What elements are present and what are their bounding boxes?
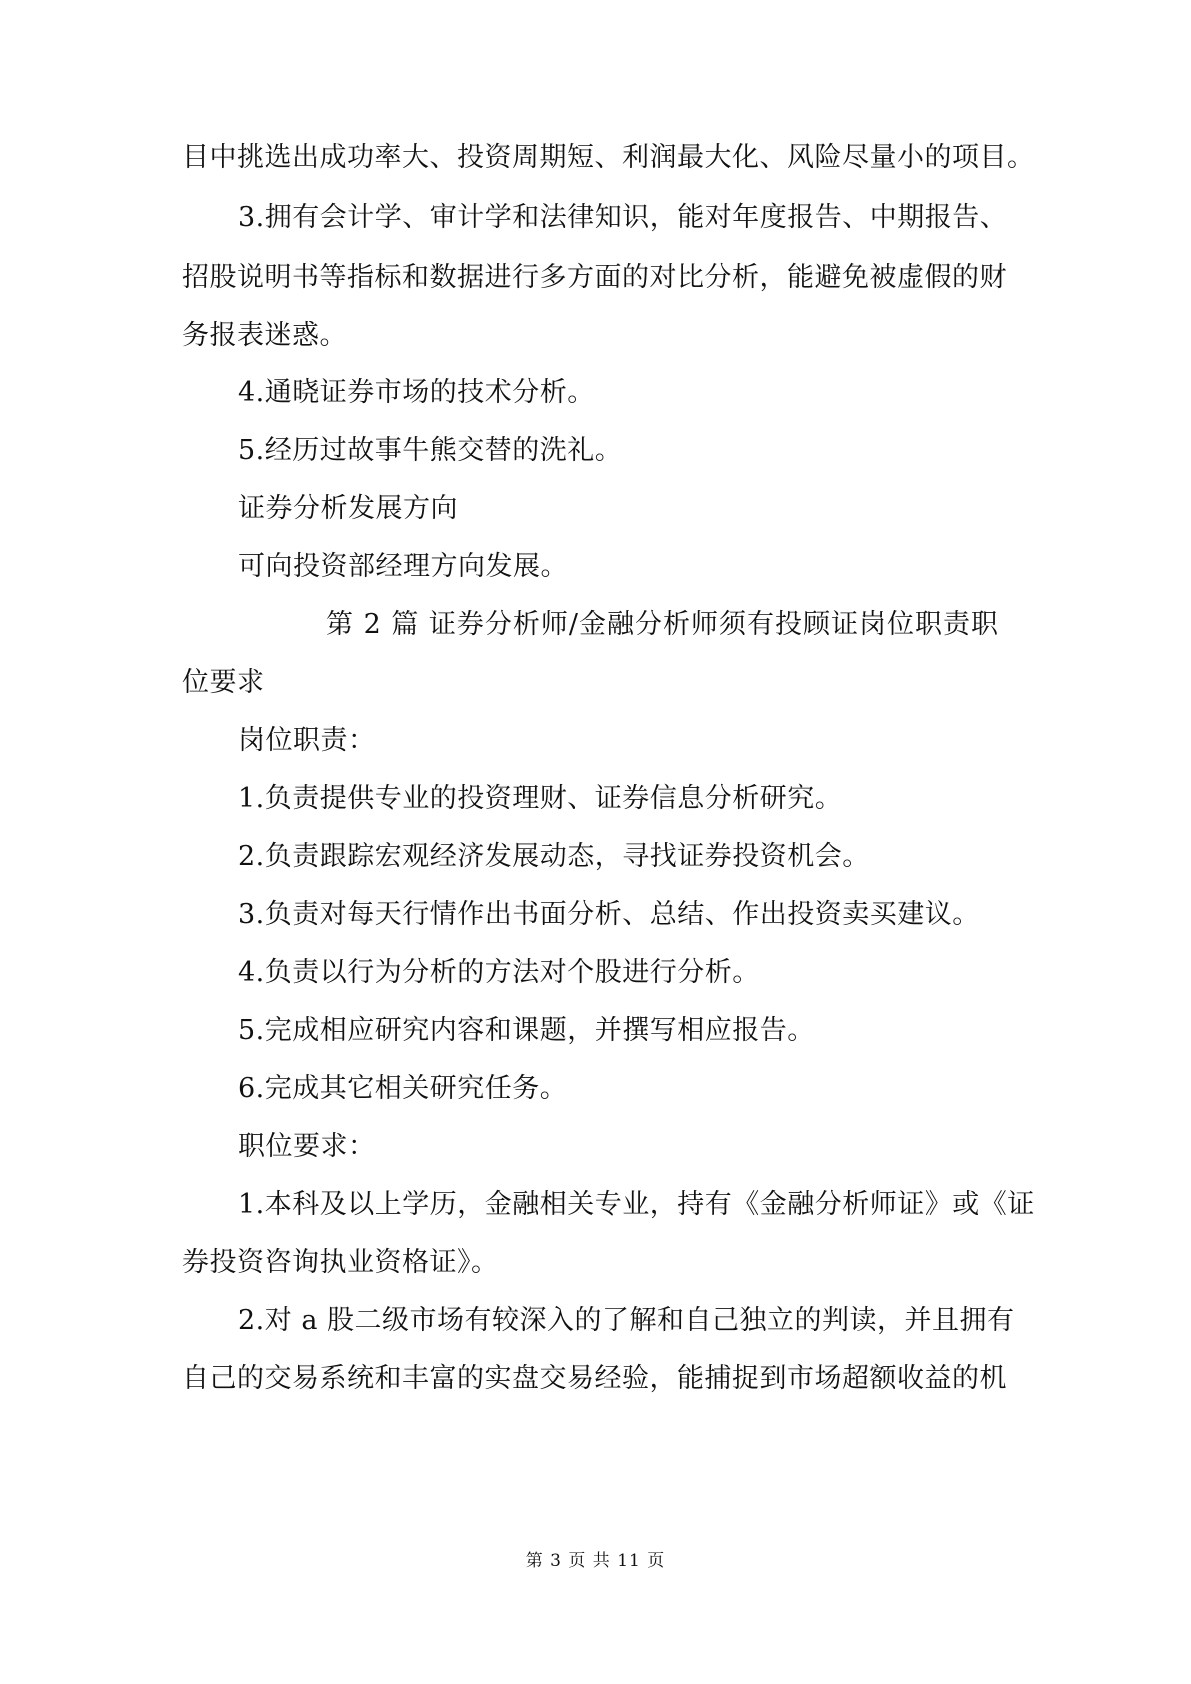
paragraph-line: 务报表迷惑。 (182, 320, 347, 351)
list-item: 3.负责对每天行情作出书面分析、总结、作出投资卖买建议。 (238, 899, 980, 930)
list-item: 2.负责跟踪宏观经济发展动态，寻找证券投资机会。 (238, 841, 870, 872)
section-title: 岗位职责： (238, 725, 376, 756)
list-item-continued: 自己的交易系统和丰富的实盘交易经验，能捕捉到市场超额收益的机 (182, 1363, 1007, 1394)
section-title: 职位要求： (238, 1131, 376, 1162)
list-item: 5.完成相应研究内容和课题，并撰写相应报告。 (238, 1015, 815, 1046)
list-item: 2.对 a 股二级市场有较深入的了解和自己独立的判读，并且拥有 (238, 1305, 1015, 1336)
chapter-heading-continued: 位要求 (182, 667, 265, 698)
paragraph-line: 3.拥有会计学、审计学和法律知识，能对年度报告、中期报告、 (238, 202, 1008, 233)
list-item: 6.完成其它相关研究任务。 (238, 1073, 568, 1104)
list-item: 1.本科及以上学历，金融相关专业，持有《金融分析师证》或《证 (238, 1189, 1035, 1220)
paragraph-line: 目中挑选出成功率大、投资周期短、利润最大化、风险尽量小的项目。 (182, 142, 1035, 173)
chapter-heading: 第 2 篇 证券分析师/金融分析师须有投顾证岗位职责职 (326, 609, 1000, 640)
paragraph-line: 可向投资部经理方向发展。 (238, 551, 568, 582)
paragraph-line: 5.经历过故事牛熊交替的洗礼。 (238, 435, 623, 466)
section-title: 证券分析发展方向 (238, 493, 458, 524)
list-item: 4.负责以行为分析的方法对个股进行分析。 (238, 957, 760, 988)
list-item-continued: 券投资咨询执业资格证》。 (182, 1247, 499, 1278)
paragraph-line: 4.通晓证券市场的技术分析。 (238, 377, 595, 408)
paragraph-line: 招股说明书等指标和数据进行多方面的对比分析，能避免被虚假的财 (182, 262, 1007, 293)
list-item: 1.负责提供专业的投资理财、证券信息分析研究。 (238, 783, 843, 814)
page-footer: 第 3 页 共 11 页 (525, 1551, 666, 1571)
